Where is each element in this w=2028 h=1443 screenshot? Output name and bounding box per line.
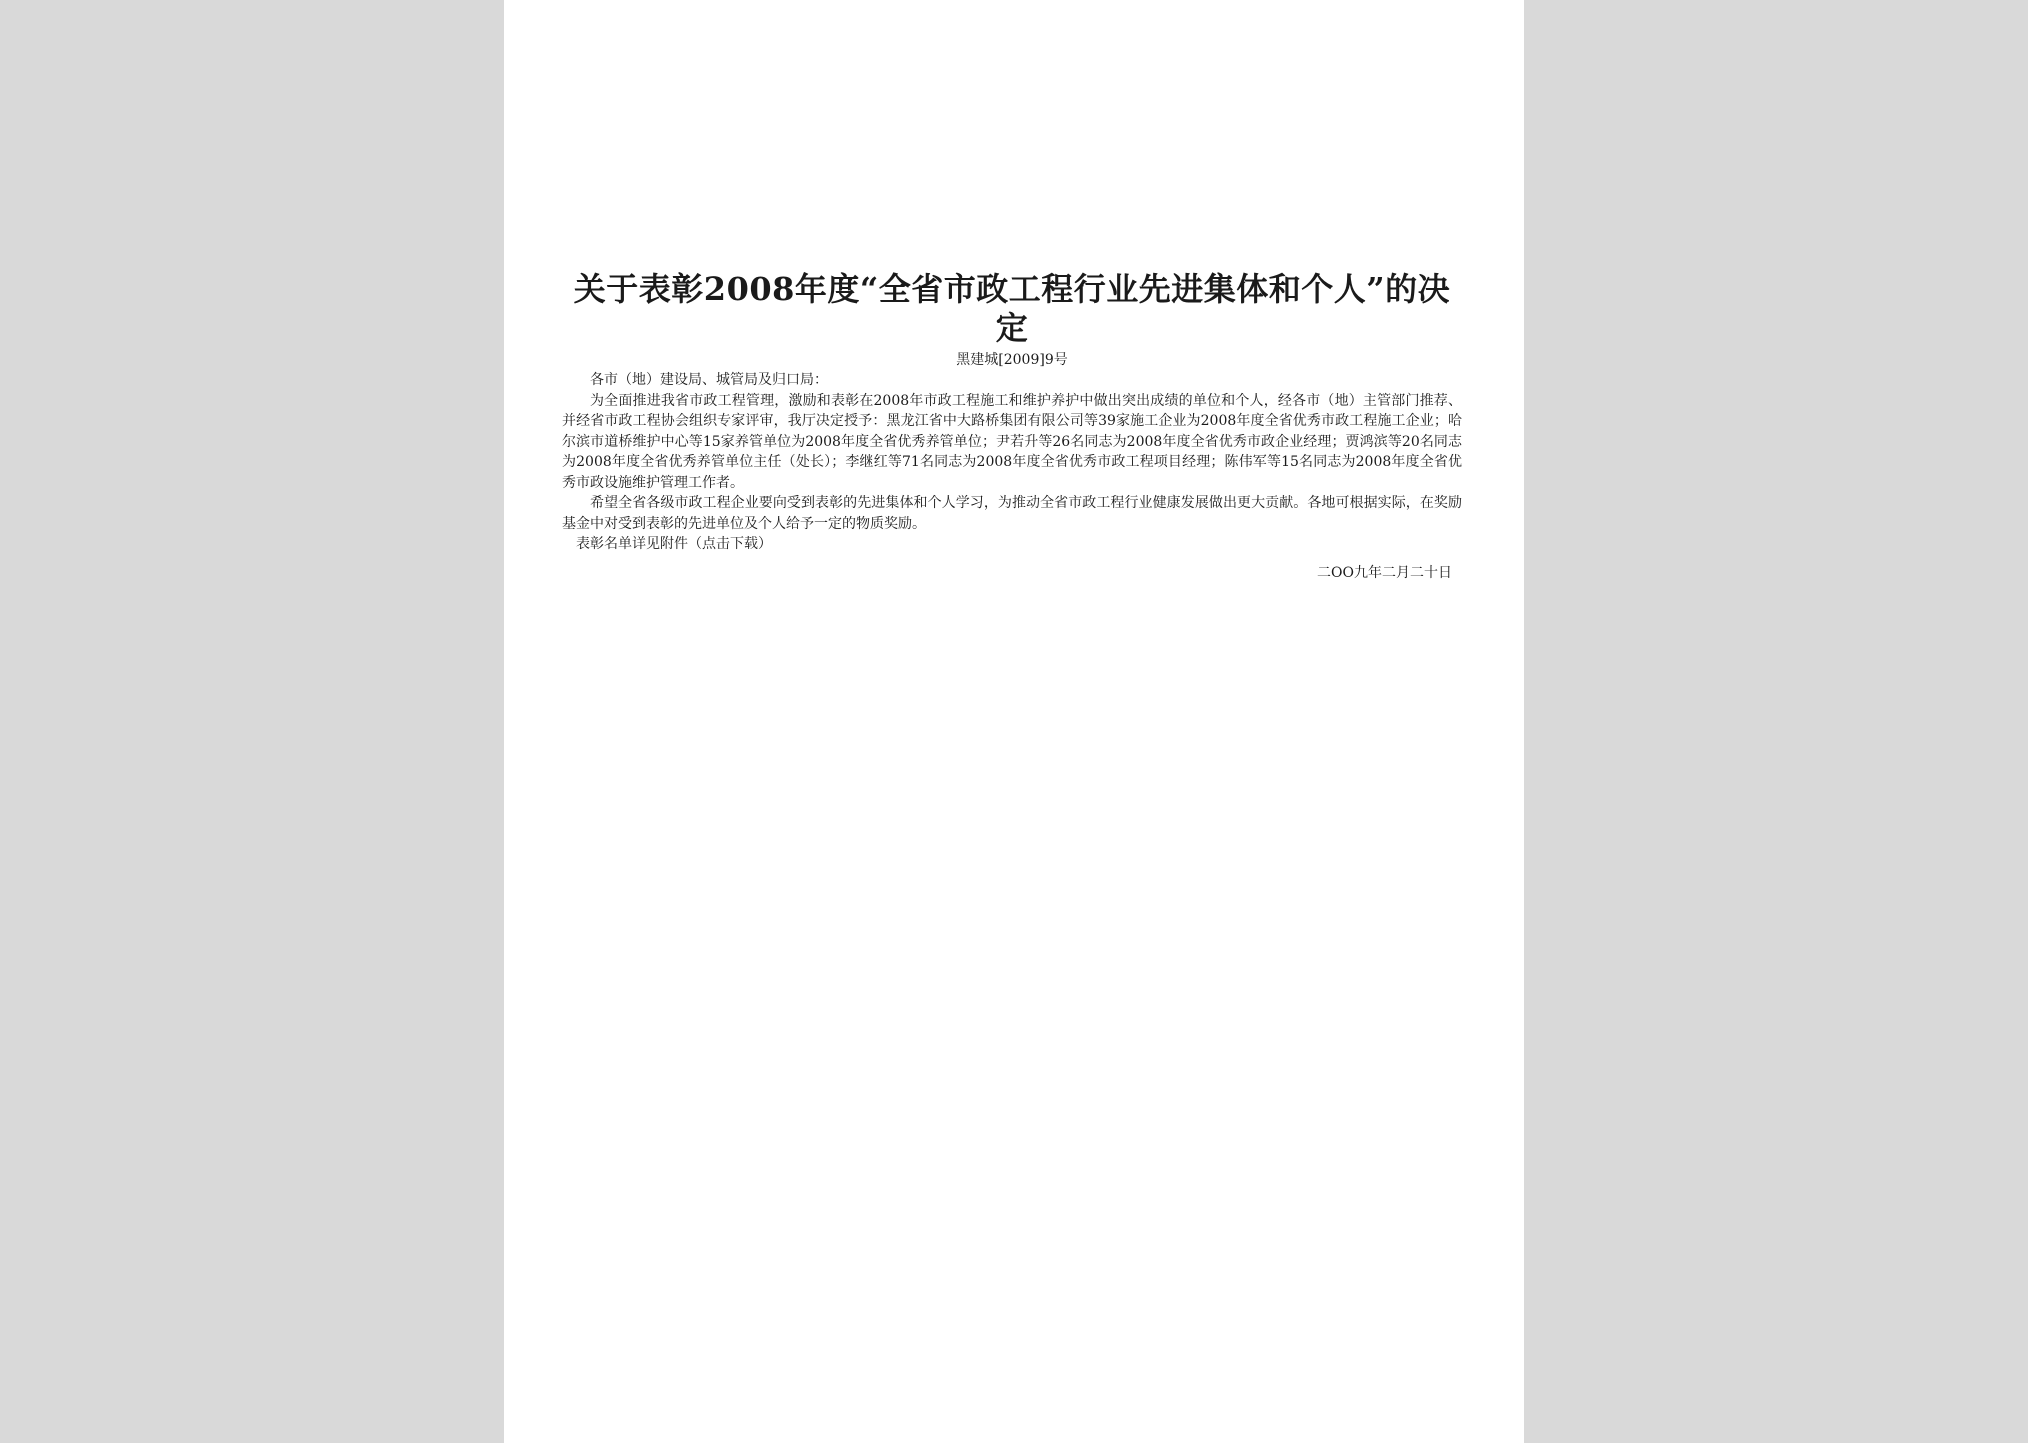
- attachment-note: [562, 534, 1462, 555]
- document-number: 黑建城[2009]9号: [956, 352, 1068, 368]
- body-paragraph-2: 希望全省各级市政工程企业要向受到表彰的先进集体和个人学习，为推动全省市政工程行业健康发展做出更大贡献。各地可根据实际，在奖励基金中对受到表彰的先进单位及个人给予一定的物质奖励。: [562, 495, 1462, 532]
- attachment-download-link[interactable]: 表彰名单详见附件（点击下载）: [576, 536, 772, 552]
- document-title: 关于表彰2008年度“全省市政工程行业先进集体和个人”的决定: [573, 270, 1451, 347]
- issue-date: 二OO九年二月二十日: [1317, 564, 1452, 581]
- document-body: [562, 270, 1462, 583]
- salutation: 各市（地）建设局、城管局及归口局：: [590, 372, 828, 388]
- body-paragraph-1: 为全面推进我省市政工程管理，激励和表彰在2008年市政工程施工和维护养护中做出突出成绩的单位和个人，经各市（地）主管部门推荐、并经省市政工程协会组织专家评审，我厅决定授予：黑龙江省中大路桥集团有限公司等39家施工企业为2008年度全省优秀市政工程施工企业；哈尔滨市道桥维护中心等15家养管单位为2008年度全省优秀养管单位；尹若升等26名同志为2008年度全省优秀市政企业经理；贾鸿滨等20名同志为2008年度全省优秀养管单位主任（处长）；李继红等71名同志为2008年度全省优秀市政工程项目经理；陈伟军等15名同志为2008年度全省优秀市政设施维护管理工作者。: [562, 392, 1462, 491]
- document-page: [504, 0, 1524, 1443]
